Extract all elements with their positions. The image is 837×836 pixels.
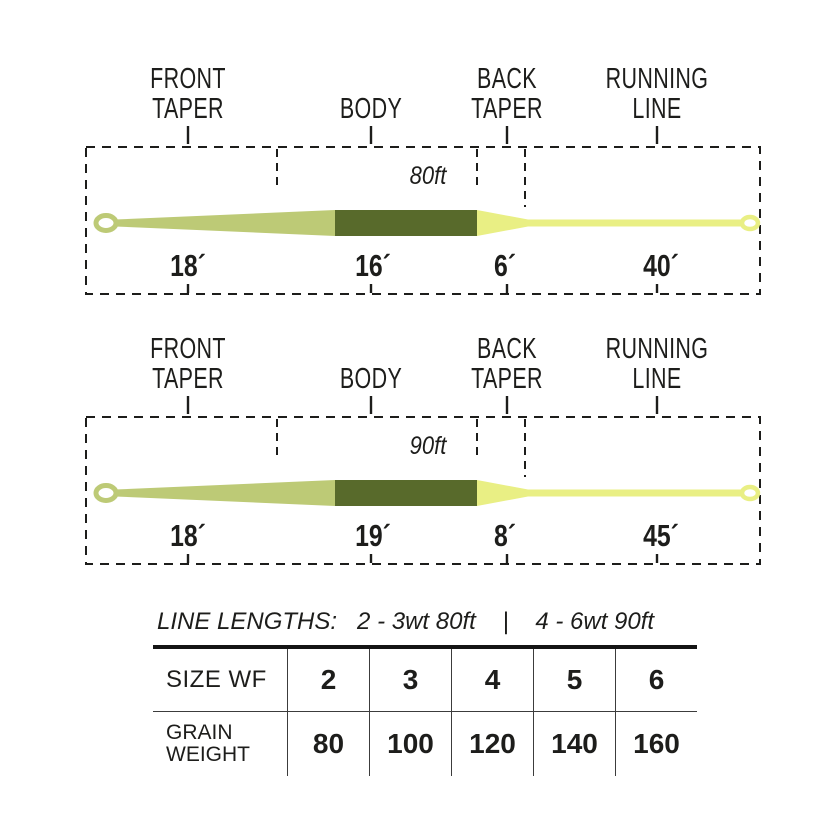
label-line: LINE: [632, 363, 682, 395]
grain-weight-cell: 80: [287, 711, 369, 776]
total-length-label: 80ft: [409, 162, 447, 190]
grain-label-line: WEIGHT: [166, 743, 250, 766]
size-cell: 5: [533, 649, 615, 711]
label-line: BACK: [477, 333, 537, 365]
front-welded-loop: [96, 486, 116, 501]
taper-diagram-90ft-graphic: [0, 270, 837, 580]
body-shape: [335, 210, 477, 236]
front-taper-length: 18´: [170, 248, 206, 283]
taper-diagram-80ft: [0, 0, 837, 310]
rear-welded-loop: [742, 487, 758, 499]
running-line-length: 45´: [643, 518, 679, 553]
front-taper-shape: [115, 480, 335, 506]
size-cell: 3: [369, 649, 451, 711]
label-line: BACK: [477, 63, 537, 95]
size-cell: 2: [287, 649, 369, 711]
label-line: RUNNING: [605, 63, 709, 95]
label-line: LINE: [632, 93, 682, 125]
label-line: FRONT: [150, 63, 226, 95]
label-line: TAPER: [152, 363, 224, 395]
back-taper-shape: [477, 210, 528, 236]
section-label-front-taper: [150, 64, 226, 124]
back-taper-length: 8´: [493, 518, 517, 553]
label-line: FRONT: [150, 333, 226, 365]
line-lengths-caption: LINE LENGTHS: 2 - 3wt 80ft | 4 - 6wt 90ft: [157, 608, 655, 635]
grain-weight-cell: 120: [451, 711, 533, 776]
rear-welded-loop: [742, 217, 758, 229]
running-line-shape: [528, 490, 742, 497]
back-taper-length: 6´: [493, 248, 517, 283]
taper-diagram-90ft: [0, 270, 837, 580]
section-label-running-line: [606, 334, 709, 394]
size-cell: 4: [451, 649, 533, 711]
label-line: BODY: [339, 93, 403, 125]
taper-diagram-80ft-graphic: [0, 0, 837, 310]
body-length: 19´: [355, 518, 391, 553]
section-label-back-taper: [471, 334, 543, 394]
front-welded-loop: [96, 216, 116, 231]
size-row-header: SIZE WF: [166, 666, 267, 693]
label-line: TAPER: [471, 363, 543, 395]
size-cell: 6: [615, 649, 697, 711]
size-grain-table: [153, 645, 697, 776]
grain-weight-cell: 160: [615, 711, 697, 776]
body-length: 16´: [355, 248, 391, 283]
label-line: TAPER: [471, 93, 543, 125]
section-label-front-taper: [150, 334, 226, 394]
back-taper-shape: [477, 480, 528, 506]
running-line-length: 40´: [643, 248, 679, 283]
grain-row-header: [153, 711, 287, 776]
grain-weight-cell: 100: [369, 711, 451, 776]
total-length-label: 90ft: [409, 432, 447, 460]
section-label-body: [340, 64, 402, 124]
label-line: RUNNING: [605, 333, 709, 365]
front-taper-shape: [115, 210, 335, 236]
section-label-running-line: [606, 64, 709, 124]
section-label-back-taper: [471, 64, 543, 124]
section-label-body: [340, 334, 402, 394]
body-shape: [335, 480, 477, 506]
label-line: TAPER: [152, 93, 224, 125]
grain-label-line: GRAIN: [166, 721, 233, 744]
label-line: BODY: [339, 363, 403, 395]
grain-weight-cell: 140: [533, 711, 615, 776]
running-line-shape: [528, 220, 742, 227]
front-taper-length: 18´: [170, 518, 206, 553]
